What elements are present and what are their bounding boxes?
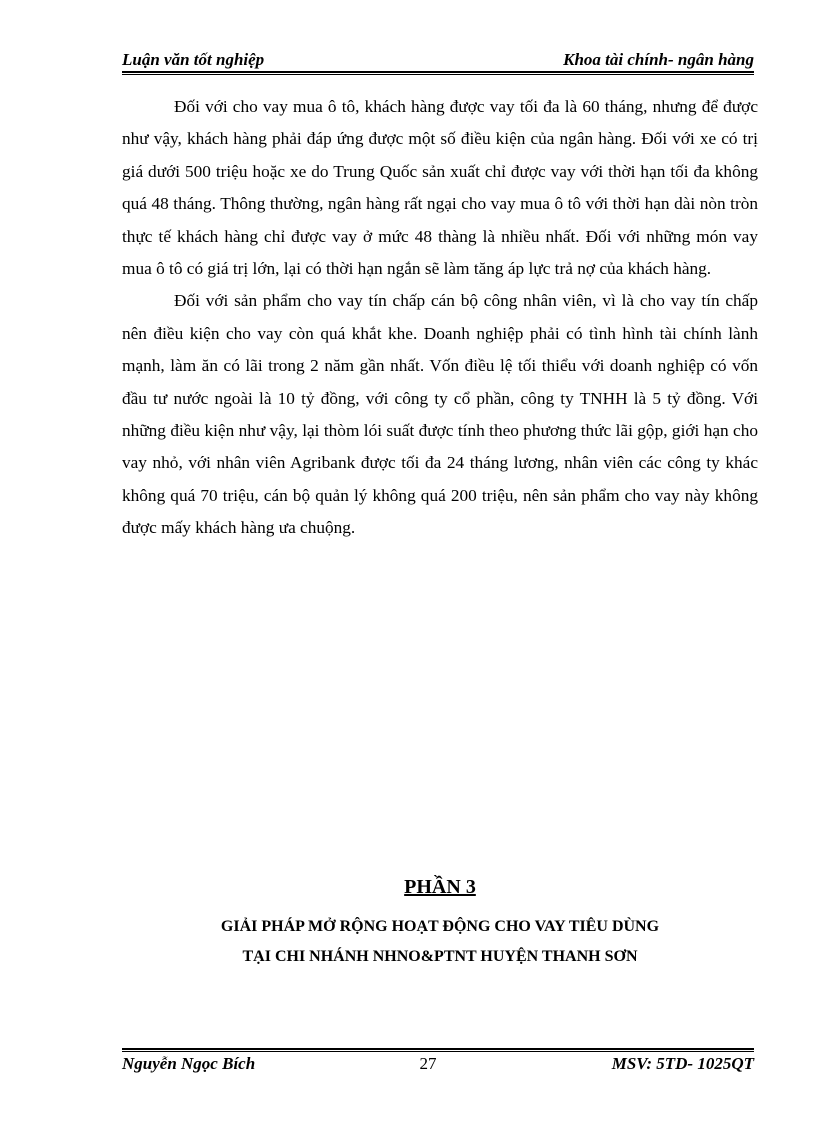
page-footer <box>122 1054 754 1078</box>
paragraph-unsecured-loan: Đối với sản phẩm cho vay tín chấp cán bộ công nhân viên, vì là cho vay tín chấp nên điều kiện cho vay còn quá khắt khe. Doanh nghiệp phải có tình hình tài chính lành mạnh, làm ăn có lãi trong 2 năm gần nhất. Vốn điều lệ tối thiểu với doanh nghiệp có vốn đầu tư nước ngoài là 10 tỷ đồng, với công ty cổ phần, công ty TNHH là 5 tỷ đồng. Với những điều kiện như vậy, lại thòm lói suất được tính theo phương thức lãi gộp, giới hạn cho vay nhỏ, với nhân viên Agribank được tối đa 24 tháng lương, nhân viên các công ty khác không quá 70 triệu, cán bộ quản lý không quá 200 triệu, nên sản phẩm cho vay này không được mấy khách hàng ưa chuộng. <box>122 291 758 538</box>
section-subtitle-line-2: TẠI CHI NHÁNH NHNO&PTNT HUYỆN THANH SƠN <box>242 948 638 965</box>
section-subtitle-line-1: GIẢI PHÁP MỞ RỘNG HOẠT ĐỘNG CHO VAY TIÊU DÙNG <box>220 918 660 935</box>
page-header <box>122 48 754 72</box>
footer-author: Nguyễn Ngọc Bích <box>122 1054 256 1073</box>
footer-student-id: MSV: 5TD- 1025QT <box>611 1054 754 1073</box>
footer-divider-thin <box>122 1051 754 1052</box>
header-divider-thin <box>122 74 754 75</box>
header-thesis-label: Luận văn tốt nghiệp <box>122 50 265 69</box>
header-faculty-label: Khoa tài chính- ngân hàng <box>563 50 754 69</box>
body-text <box>122 91 758 545</box>
header-divider <box>122 71 754 73</box>
paragraph-car-loan: Đối với cho vay mua ô tô, khách hàng được vay tối đa là 60 tháng, nhưng để được như vậy, khách hàng phải đáp ứng được một số điều kiện của ngân hàng. Đối với xe có trị giá dưới 500 triệu hoặc xe do Trung Quốc sản xuất chỉ được vay với thời hạn tối đa không quá 48 tháng. Thông thường, ngân hàng rất ngại cho vay mua ô tô với thời hạn dài nòn tròn thực tế khách hàng chỉ được vay ở mức 48 thàng là nhiều nhất. Đối với những món vay mua ô tô có giá trị lớn, lại có thời hạn ngắn sẽ làm tăng áp lực trả nợ của khách hàng. <box>122 97 758 279</box>
footer-divider <box>122 1048 754 1050</box>
section-title: PHẦN 3 <box>404 876 476 898</box>
footer-page-number: 27 <box>419 1054 437 1073</box>
